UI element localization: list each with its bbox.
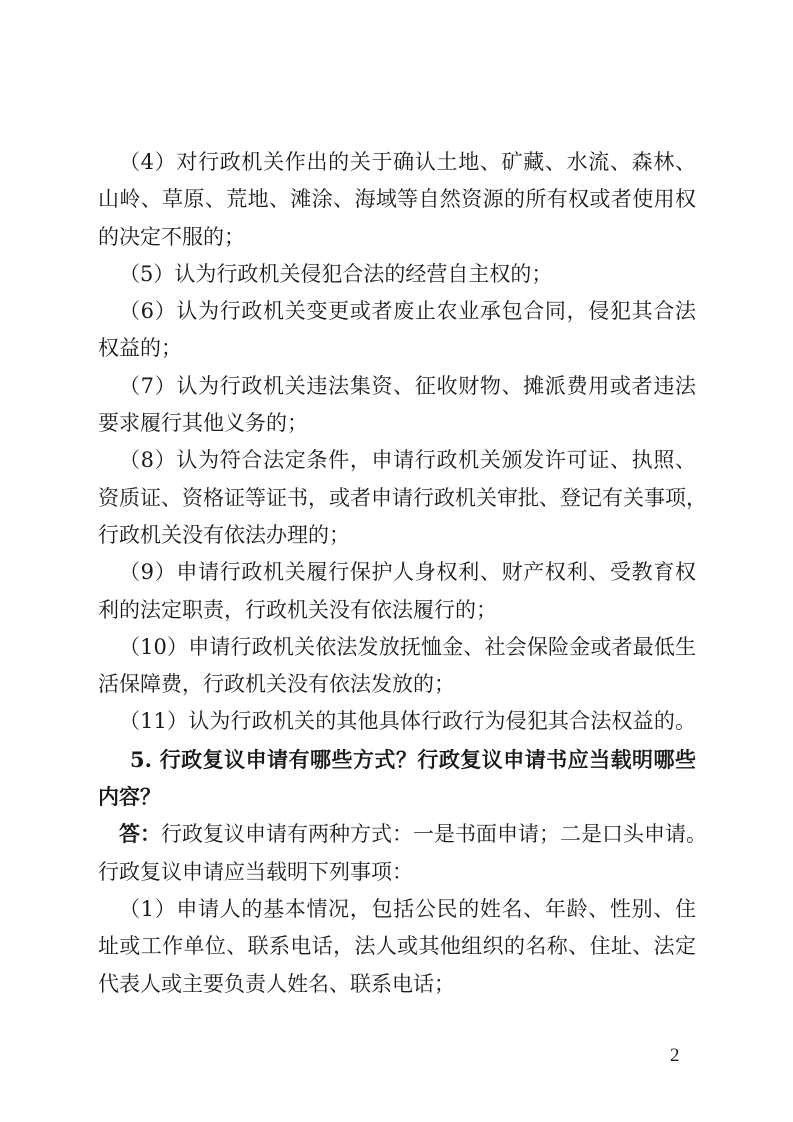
answer-label: 答： (119, 821, 161, 847)
answer-item-1-line-1: （1）申请人的基本情况，包括公民的姓名、年龄、性别、住 (119, 896, 696, 921)
item-9-line-1: （9）申请行政机关履行保护人身权利、财产权利、受教育权 (119, 560, 696, 585)
item-7-line-2: 要求履行其他义务的； (98, 411, 308, 436)
answer-line-1 (98, 815, 707, 853)
answer-item-1-line-3: 代表人或主要负责人姓名、联系电话； (98, 971, 455, 996)
item-4-line-3: 的决定不服的； (98, 224, 245, 249)
item-5-line-1: （5）认为行政机关侵犯合法的经营自主权的； (119, 261, 553, 286)
answer-line-1-text: 行政复议申请有两种方式：一是书面申请；二是口头申请。 (161, 822, 707, 847)
answer-line-2: 行政复议申请应当载明下列事项： (98, 859, 413, 884)
page-number: 2 (670, 1045, 680, 1066)
document-body (98, 144, 707, 1003)
item-8-line-3: 行政机关没有依法办理的； (98, 522, 350, 547)
item-7-line-1: （7）认为行政机关违法集资、征收财物、摊派费用或者违法 (119, 373, 696, 398)
answer-item-1-line-2: 址或工作单位、联系电话，法人或其他组织的名称、住址、法定 (98, 934, 696, 959)
question-heading-line-1: 5. 行政复议申请有哪些方式？行政复议申请书应当载明哪些 (130, 746, 696, 772)
item-10-line-1: （10）申请行政机关依法发放抚恤金、社会保险金或者最低生 (119, 634, 696, 659)
item-4-line-2: 山岭、草原、荒地、滩涂、海域等自然资源的所有权或者使用权 (98, 187, 696, 212)
question-heading-line-2: 内容？ (98, 784, 161, 810)
item-4-line-1: （4）对行政机关作出的关于确认土地、矿藏、水流、森林、 (119, 150, 696, 174)
item-6-line-2: 权益的； (98, 336, 182, 361)
item-6-line-1: （6）认为行政机关变更或者废止农业承包合同，侵犯其合法 (119, 299, 696, 324)
item-11-line-1: （11）认为行政机关的其他具体行政行为侵犯其合法权益的。 (119, 709, 696, 734)
item-8-line-2: 资质证、资格证等证书，或者申请行政机关审批、登记有关事项， (98, 485, 707, 510)
item-10-line-2: 活保障费，行政机关没有依法发放的； (98, 672, 455, 697)
item-8-line-1: （8）认为符合法定条件，申请行政机关颁发许可证、执照、 (119, 448, 696, 473)
item-9-line-2: 利的法定职责，行政机关没有依法履行的； (98, 597, 497, 622)
